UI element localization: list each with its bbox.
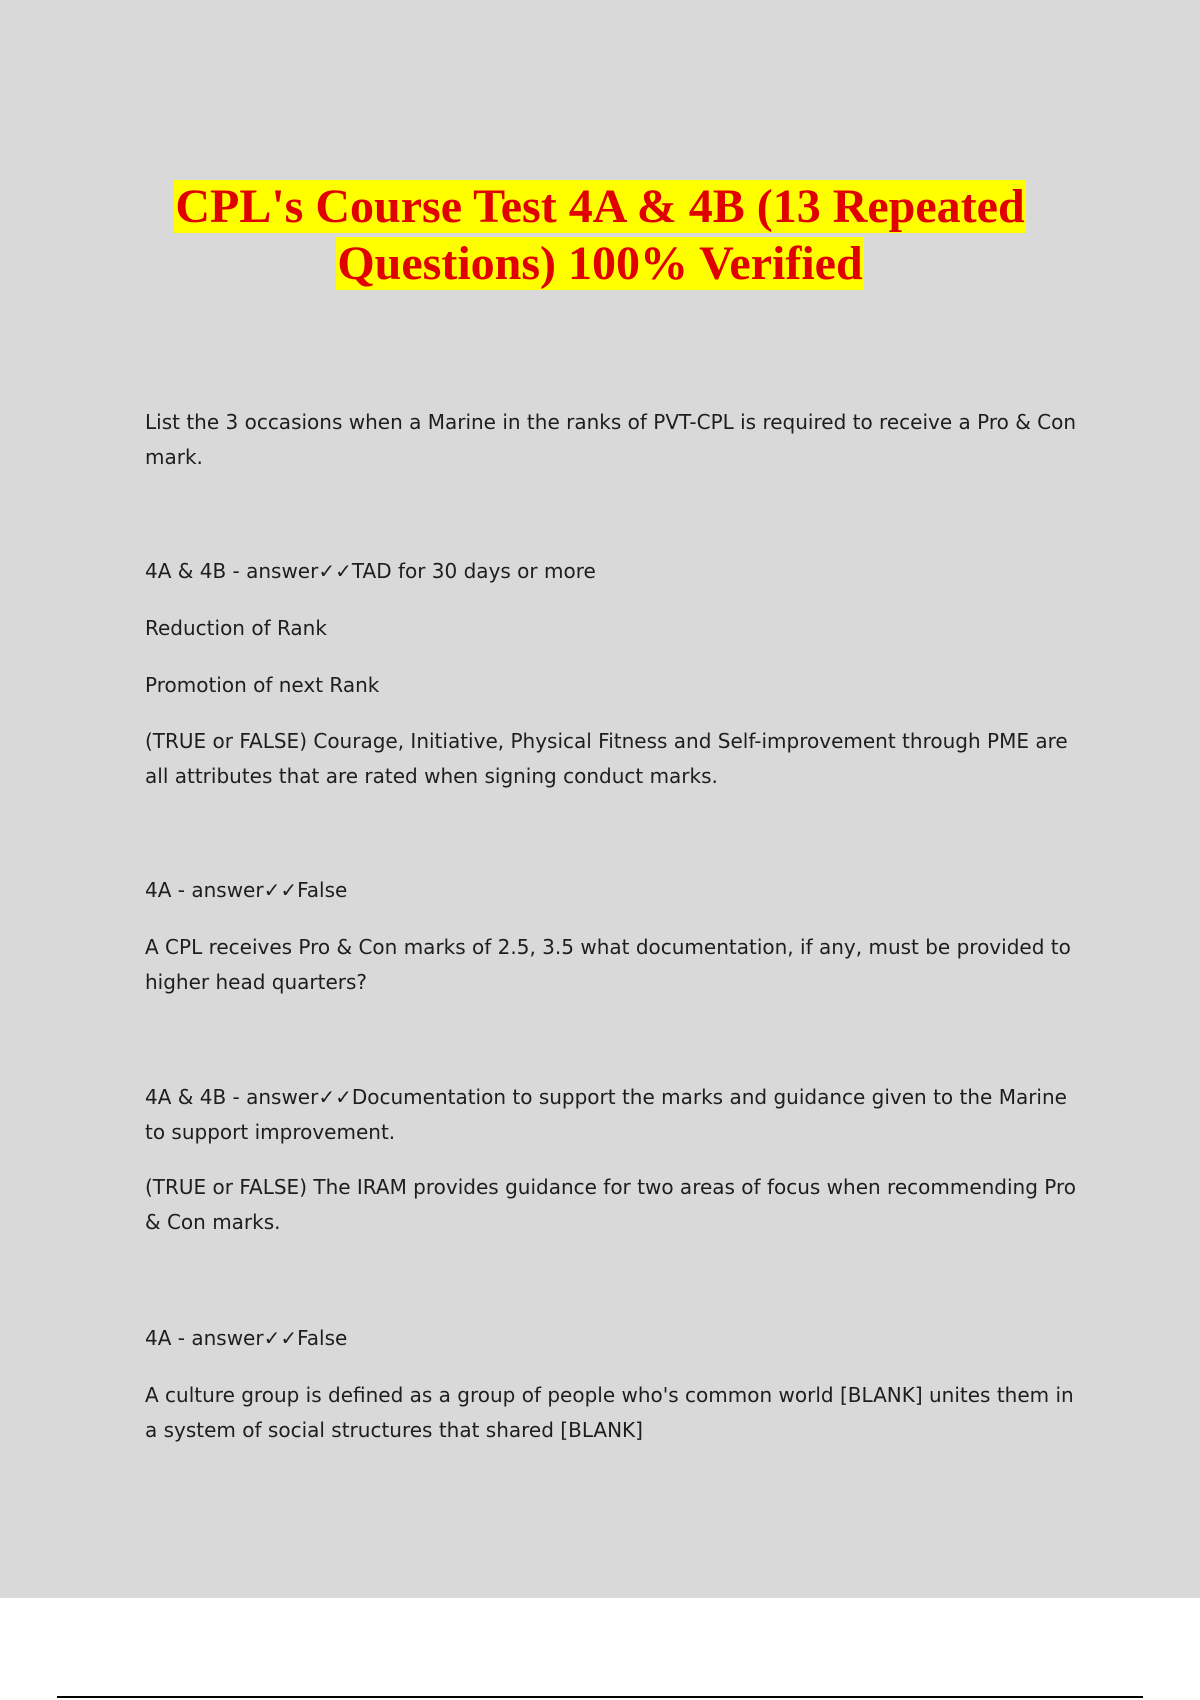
document-title [100, 178, 1100, 292]
answer-continuation: Reduction of Rank [145, 616, 327, 640]
answer-paragraph: 4A & 4B - answer✓✓Documentation to support the marks and guidance given to the Marine to support improvement. [145, 1085, 1067, 1144]
question-paragraph: (TRUE or FALSE) The IRAM provides guidance for two areas of focus when recommending Pro & Con marks. [145, 1175, 1077, 1234]
title-line-2: Questions) 100% Verified [337, 237, 863, 290]
answer-continuation: Promotion of next Rank [145, 673, 380, 697]
footer-divider [57, 1696, 1143, 1698]
answer-paragraph: 4A - answer✓✓False [145, 878, 348, 902]
question-paragraph: A culture group is defined as a group of people who's common world [BLANK] unites them in a system of social structures that shared [BLANK] [145, 1383, 1074, 1442]
question-paragraph: (TRUE or FALSE) Courage, Initiative, Physical Fitness and Self-improvement through PME are all attributes that are rated when signing conduct marks. [145, 729, 1068, 788]
question-paragraph: A CPL receives Pro & Con marks of 2.5, 3.5 what documentation, if any, must be provided to higher head quarters? [145, 935, 1071, 994]
answer-paragraph: 4A - answer✓✓False [145, 1326, 348, 1350]
title-line-1: CPL's Course Test 4A & 4B (13 Repeated [175, 180, 1025, 233]
question-paragraph: List the 3 occasions when a Marine in the ranks of PVT-CPL is required to receive a Pro & Con mark. [145, 410, 1077, 469]
answer-paragraph: 4A & 4B - answer✓✓TAD for 30 days or more [145, 559, 596, 583]
